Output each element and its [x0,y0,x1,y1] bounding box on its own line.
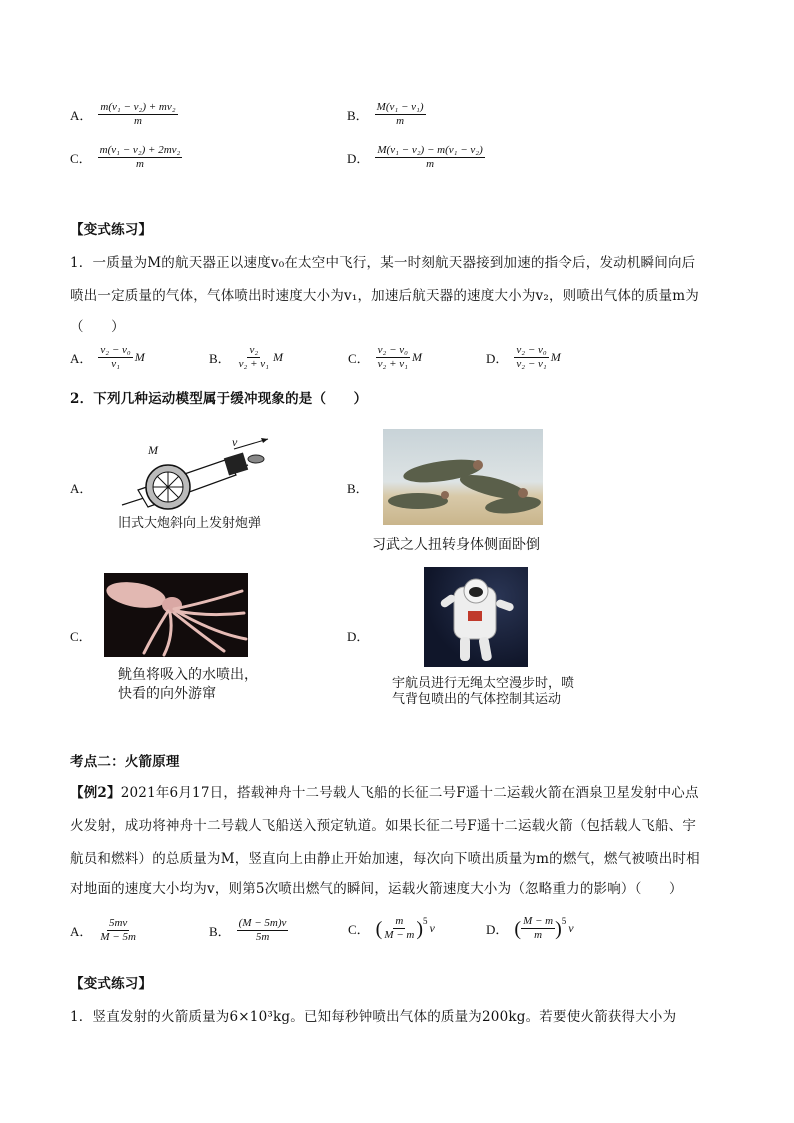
formula-denominator: m [136,158,144,170]
option-formula [376,915,435,942]
kp2-option-b [209,917,288,944]
formula-numerator: v₂ − v₀ [377,344,409,356]
option-label: A． [70,351,93,366]
formula-denominator: m [534,929,543,941]
formula-numerator: 5mv [108,917,128,929]
formula-denominator: v₂ + v₁ [377,358,409,370]
formula-tail: M [412,350,423,364]
option-label: D． [486,922,509,937]
section-heading: 【变式练习】 [70,976,153,992]
formula-numerator: M − m [523,915,554,927]
cannon-illustration [108,435,283,515]
mass-label: M [148,443,158,457]
formula-numerator: M(v₁ − v₁) [376,101,424,113]
option-label: C． [70,151,92,166]
option-formula [237,917,289,944]
formula-denominator: v₂ + v₁ [238,358,270,370]
option-caption: 旧式大炮斜向上发射炮弹 [118,516,262,531]
formula-tail: M [134,350,145,364]
formula-numerator: (M − 5m)v [238,917,287,929]
option-formula [514,915,573,942]
formula-denominator: m [134,115,142,127]
option-label: D． [486,351,509,366]
formula-denominator: M − m [384,929,415,941]
option-formula [237,344,271,371]
q2-option-label-a: A． [70,481,93,496]
option-formula [98,101,177,128]
formula-denominator: m [426,158,435,170]
option-caption-line-2: 快看的向外游窜 [118,686,216,702]
formula-tail: M [550,350,561,364]
option-formula [514,344,548,371]
question-text: 1．一质量为M的航天器正以速度v₀在太空中飞行，某一时刻航天器接到加速的指令后，发动机瞬间向后 [70,255,696,271]
option-label: D． [347,151,370,166]
formula-numerator: m(v₁ − v₂) + mv₂ [100,101,176,113]
formula-denominator: M − 5m [100,931,136,943]
formula-tail: v [568,921,574,935]
option-caption-line-1: 鱿鱼将吸入的水喷出， [118,667,258,683]
example-text: 2021年6月17日，搭载神舟十二号载人飞船的长征二号F遥十二运载火箭在酒泉卫星发射中心点 [120,785,699,801]
formula-fraction [382,915,416,942]
option-label: A． [70,108,93,123]
paren-left: ( [375,917,383,940]
option-formula [376,344,410,371]
option-label: B． [209,351,231,366]
option-caption-line-1: 宇航员进行无绳太空漫步时，喷 [392,676,575,691]
top-option-a [70,101,178,128]
section-heading: 考点二：火箭原理 [70,754,180,770]
question-text: 喷出一定质量的气体，气体喷出时速度大小为v₁，加速后航天器的速度大小为v₂，则喷出气体的质量m为 [70,288,699,304]
q2-option-label-b: B． [347,481,369,496]
paren-left: ( [514,917,522,940]
formula-tail: M [273,350,284,364]
option-formula [98,917,138,944]
option-formula [375,144,484,171]
q2-option-label-d: D． [347,629,370,644]
formula-numerator: m [395,915,404,927]
paren-right: ) [555,917,562,940]
paren-right: ) [416,917,424,940]
formula-fraction [521,915,555,942]
astronaut-photo [424,567,528,667]
top-option-d [347,144,485,171]
formula-exponent: 5 [423,916,428,926]
example-line-4: 对地面的速度大小均为v，则第5次喷出燃气的瞬间，运载火箭速度大小为（忽略重力的影响）（ ） [70,881,683,897]
question-text: 2．下列几种运动模型属于缓冲现象的是（ ） [70,391,368,407]
formula-numerator: v₂ [249,344,259,356]
example-line-2: 火发射，成功将神舟十二号载人飞船送入预定轨道。如果长征二号F遥十二运载火箭（包括载人飞船、宇 [70,818,697,834]
top-option-b [347,101,426,128]
formula-denominator: v₁ [111,358,120,370]
formula-numerator: m(v₁ − v₂) + 2mv₂ [99,144,181,156]
formula-exponent: 5 [561,916,567,926]
top-option-c [70,144,182,171]
q1-option-a [70,344,145,371]
option-caption: 习武之人扭转身体侧面卧倒 [372,537,540,553]
formula-denominator: v₂ − v₁ [516,358,547,370]
formula-numerator: M(v₁ − v₂) − m(v₁ − v₂) [377,144,483,156]
formula-numerator: v₂ − v₀ [516,344,547,356]
question-text: （ ） [70,319,125,335]
velocity-label: v [232,435,238,449]
option-label: B． [209,924,231,939]
q1-option-b [209,344,283,371]
q2-option-label-c: C． [70,629,92,644]
squid-photo [104,573,248,657]
option-label: B． [347,108,369,123]
option-label: C． [348,351,370,366]
question-text: 1．竖直发射的火箭质量为6×10³kg。已知每秒钟喷出气体的质量为200kg。若要使火箭获得大小为 [70,1009,677,1025]
formula-denominator: m [396,115,405,127]
q1-option-c [348,344,422,371]
example-line-1 [70,781,699,801]
formula-tail: v [429,921,435,935]
option-label: A． [70,924,93,939]
option-label: C． [348,922,370,937]
martial-arts-photo [383,429,543,525]
example-tag: 【例2】 [70,785,121,801]
formula-numerator: v₂ − v₀ [100,344,131,356]
option-formula [98,144,183,171]
kp2-option-d [486,915,574,942]
option-formula [98,344,132,371]
section-heading: 【变式练习】 [70,222,153,238]
option-caption-line-2: 气背包喷出的气体控制其运动 [392,692,562,707]
option-formula [375,101,426,128]
example-line-3: 航员和燃料）的总质量为M，竖直向上由静止开始加速，每次向下喷出质量为m的燃气，燃气被喷出时相 [70,851,700,867]
formula-denominator: 5m [255,931,270,943]
kp2-option-a [70,917,138,944]
kp2-option-c [348,915,435,942]
q1-option-d [486,344,561,371]
